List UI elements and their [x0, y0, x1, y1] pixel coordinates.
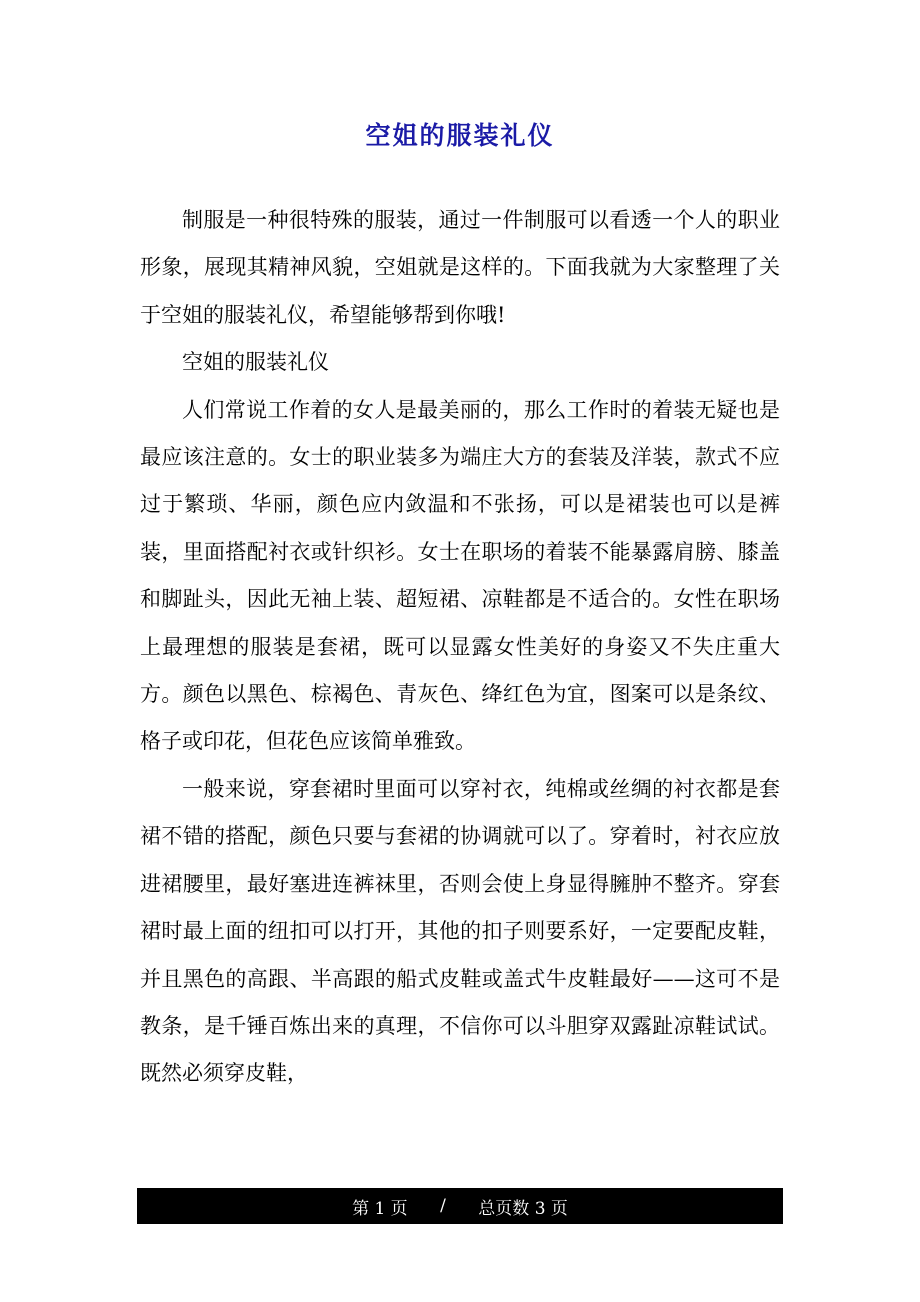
paragraph-attire: 人们常说工作着的女人是最美丽的，那么工作时的着装无疑也是最应该注意的。女士的职业装多为端庄大方的套装及洋装，款式不应过于繁琐、华丽，颜色应内敛温和不张扬，可以是裙装也可以是裤装，里面搭配衬衣或针织衫。女士在职场的着装不能暴露肩膀、膝盖和脚趾头，因此无袖上装、超短裙、凉鞋都是不适合的。女性在职场上最理想的服装是套裙，既可以显露女性美好的身姿又不失庄重大方。颜色以黑色、棕褐色、青灰色、绛红色为宜，图案可以是条纹、格子或印花，但花色应该简单雅致。: [140, 397, 780, 754]
paragraph-suit-skirt: 一般来说，穿套裙时里面可以穿衬衣，纯棉或丝绸的衬衣都是套裙不错的搭配，颜色只要与套裙的协调就可以了。穿着时，衬衣应放进裙腰里，最好塞进连裤袜里，否则会使上身显得臃肿不整齐。穿套裙时最上面的纽扣可以打开，其他的扣子则要系好，一定要配皮鞋，并且黑色的高跟、半高跟的船式皮鞋或盖式牛皮鞋最好——这可不是教条，是千锤百炼出来的真理，不信你可以斗胆穿双露趾凉鞋试试。既然必须穿皮鞋，: [140, 776, 780, 1086]
document-title: 空姐的服装礼仪: [365, 121, 555, 150]
page-footer: [137, 1188, 783, 1224]
current-page-label: 第 1 页: [352, 1198, 408, 1219]
footer-spacer-2: [446, 1196, 478, 1216]
footer-spacer-1: [408, 1196, 440, 1216]
document-body: [140, 197, 780, 1098]
page-separator: /: [440, 1196, 446, 1216]
total-pages-label: 总页数 3 页: [478, 1198, 568, 1219]
section-heading: 空姐的服装礼仪: [182, 350, 329, 375]
paragraph-intro: 制服是一种很特殊的服装，通过一件制服可以看透一个人的职业形象，展现其精神风貌，空姐就是这样的。下面我就为大家整理了关于空姐的服装礼仪，希望能够帮到你哦!: [140, 208, 780, 327]
